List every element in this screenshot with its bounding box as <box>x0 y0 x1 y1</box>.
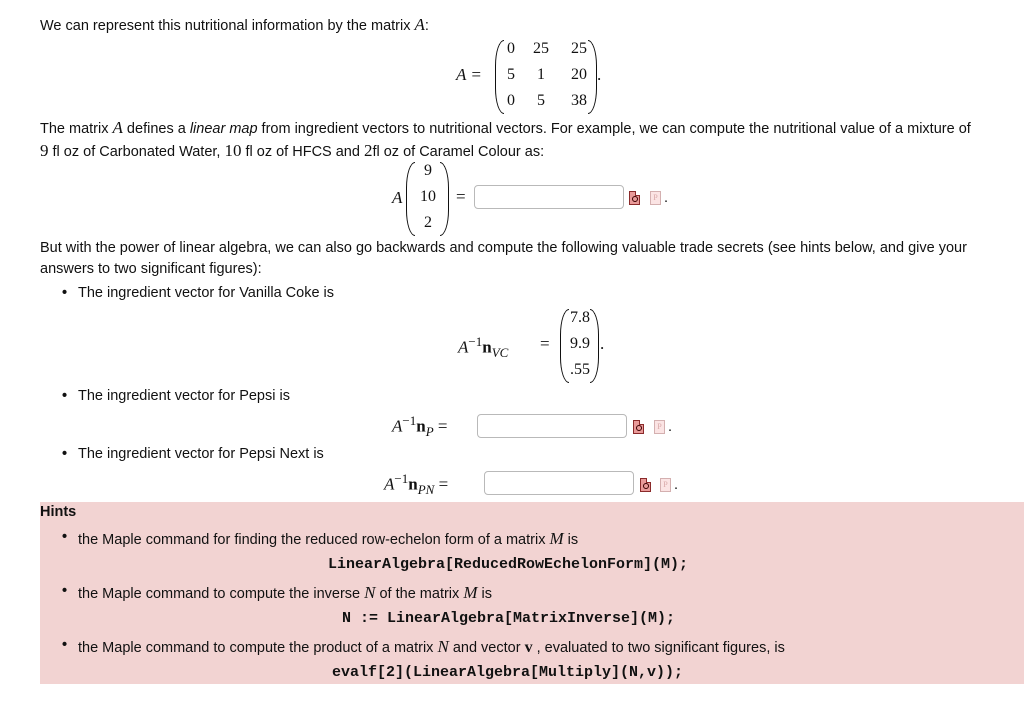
symbol-M: M <box>549 529 564 548</box>
intro-text-body: We can represent this nutritional information by the matrix <box>40 18 415 34</box>
lhs-vector: n <box>416 416 426 436</box>
lhs-subscript: P <box>425 424 434 440</box>
matrix-cell: 1 <box>537 66 545 83</box>
number: 10 <box>224 141 242 160</box>
matrix-A-label-text: A = <box>456 65 482 84</box>
hints-title: Hints <box>40 504 77 520</box>
page-icon[interactable] <box>660 478 671 492</box>
number: 2 <box>363 141 373 160</box>
period: . <box>597 65 602 84</box>
code-multiply: evalf[2](LinearAlgebra[Multiply](N,v)); <box>332 664 684 681</box>
equals-sign: = <box>438 474 449 494</box>
pepsi-lhs-expression <box>392 413 448 440</box>
text: of the matrix <box>375 586 464 602</box>
symbol-N: N <box>437 637 449 656</box>
hints-box <box>40 502 1024 684</box>
bullet: • <box>62 285 68 301</box>
text: The matrix <box>40 121 113 137</box>
vector-cell: 7.8 <box>570 309 590 326</box>
text: the Maple command to compute the product of a matrix <box>78 640 438 656</box>
matrix-symbol: A <box>414 15 425 34</box>
bullet: • <box>62 583 68 599</box>
item-label: The ingredient vector for Pepsi Next is <box>78 446 324 462</box>
text: the Maple command to compute the inverse <box>78 586 365 602</box>
emphasis-linear-map: linear map <box>189 121 258 137</box>
bullet: • <box>62 446 68 462</box>
preview-icon[interactable] <box>633 420 644 434</box>
backwards-line-2: answers to two significant figures): <box>40 261 262 277</box>
pepsi-next-answer-input[interactable] <box>484 471 634 495</box>
page-icon-letter: P <box>663 480 668 489</box>
period: . <box>600 334 605 353</box>
backwards-line-1: But with the power of linear algebra, we can also go backwards and compute the following valuable trade secrets (see hints below, and give your <box>40 240 967 256</box>
number: 9 <box>40 141 49 160</box>
hint-text <box>78 583 492 603</box>
period: . <box>664 190 669 206</box>
lhs-exponent: −1 <box>402 413 417 428</box>
equals-sign: = <box>540 334 550 353</box>
text: defines a <box>122 121 190 137</box>
equals-sign: = <box>437 416 448 436</box>
lhs-base: A <box>392 416 403 436</box>
page-icon[interactable] <box>654 420 665 434</box>
vector-cell: .55 <box>570 361 590 378</box>
page-icon-letter: P <box>653 193 658 202</box>
bullet: • <box>62 529 68 545</box>
matrix-cell: 38 <box>571 92 587 109</box>
text: from ingredient vectors to nutritional vectors. For example, we can compute the nutritional value of a mixture of <box>257 121 971 137</box>
matrix-symbol: A <box>112 118 123 137</box>
lhs-subscript: VC <box>491 345 509 361</box>
pepsi-next-lhs-expression <box>384 471 448 498</box>
linear-map-line-1 <box>40 117 971 140</box>
page-icon[interactable] <box>650 191 661 205</box>
intro-text <box>40 14 429 37</box>
vanilla-coke-result <box>458 307 628 385</box>
lhs-subscript: PN <box>417 482 435 498</box>
matrix-cell: 20 <box>571 66 587 83</box>
hint-text <box>78 529 578 549</box>
text: , evaluated to two significant figures, is <box>532 640 785 656</box>
pepsi-answer-input[interactable] <box>477 414 627 438</box>
equals-sign: = <box>456 187 466 206</box>
text: is <box>477 586 492 602</box>
bullet: • <box>62 637 68 653</box>
code-rref: LinearAlgebra[ReducedRowEchelonForm](M); <box>328 556 689 573</box>
period: . <box>668 419 673 435</box>
lhs-exponent: −1 <box>394 471 409 486</box>
text: fl oz of Caramel Colour as: <box>372 144 545 160</box>
lhs-vector: n <box>408 474 418 494</box>
symbol-N: N <box>364 583 376 602</box>
symbol-M: M <box>463 583 478 602</box>
matrix-cell: 25 <box>533 40 549 57</box>
example-answer-input[interactable] <box>474 185 624 209</box>
text: fl oz of Carbonated Water, <box>48 144 225 160</box>
text: the Maple command for finding the reduced row-echelon form of a matrix <box>78 532 550 548</box>
vector-cell: 10 <box>420 188 436 205</box>
matrix-cell: 5 <box>507 66 515 83</box>
lhs-base: A <box>384 474 395 494</box>
matrix-A-label <box>456 65 482 85</box>
linear-map-paragraph <box>40 117 971 163</box>
code-inverse: N := LinearAlgebra[MatrixInverse](M); <box>342 610 676 627</box>
matrix-A-display <box>456 38 656 114</box>
hint-text <box>78 637 785 657</box>
vector-cell: 9 <box>424 162 432 179</box>
intro-suffix: : <box>424 18 429 34</box>
matrix-symbol: A <box>392 188 403 207</box>
preview-icon[interactable] <box>629 191 640 205</box>
period: . <box>674 477 679 493</box>
text: and vector <box>448 640 525 656</box>
page-icon-letter: P <box>657 422 662 431</box>
matrix-cell: 0 <box>507 40 515 57</box>
preview-icon[interactable] <box>640 478 651 492</box>
matrix-cell: 0 <box>507 92 515 109</box>
lhs-base: A <box>458 337 469 357</box>
item-label: The ingredient vector for Vanilla Coke is <box>78 285 335 301</box>
symbol-v: v <box>524 639 533 656</box>
vector-cell: 9.9 <box>570 335 590 352</box>
lhs-expression <box>458 334 508 361</box>
item-label: The ingredient vector for Pepsi is <box>78 388 290 404</box>
backwards-paragraph <box>40 238 967 280</box>
matrix-cell: 25 <box>571 40 587 57</box>
vector-cell: 2 <box>424 214 432 231</box>
text: fl oz of HFCS and <box>241 144 364 160</box>
matrix-cell: 5 <box>537 92 545 109</box>
text: is <box>563 532 579 548</box>
bullet: • <box>62 388 68 404</box>
lhs-exponent: −1 <box>468 334 483 349</box>
lhs-vector: n <box>482 337 492 357</box>
